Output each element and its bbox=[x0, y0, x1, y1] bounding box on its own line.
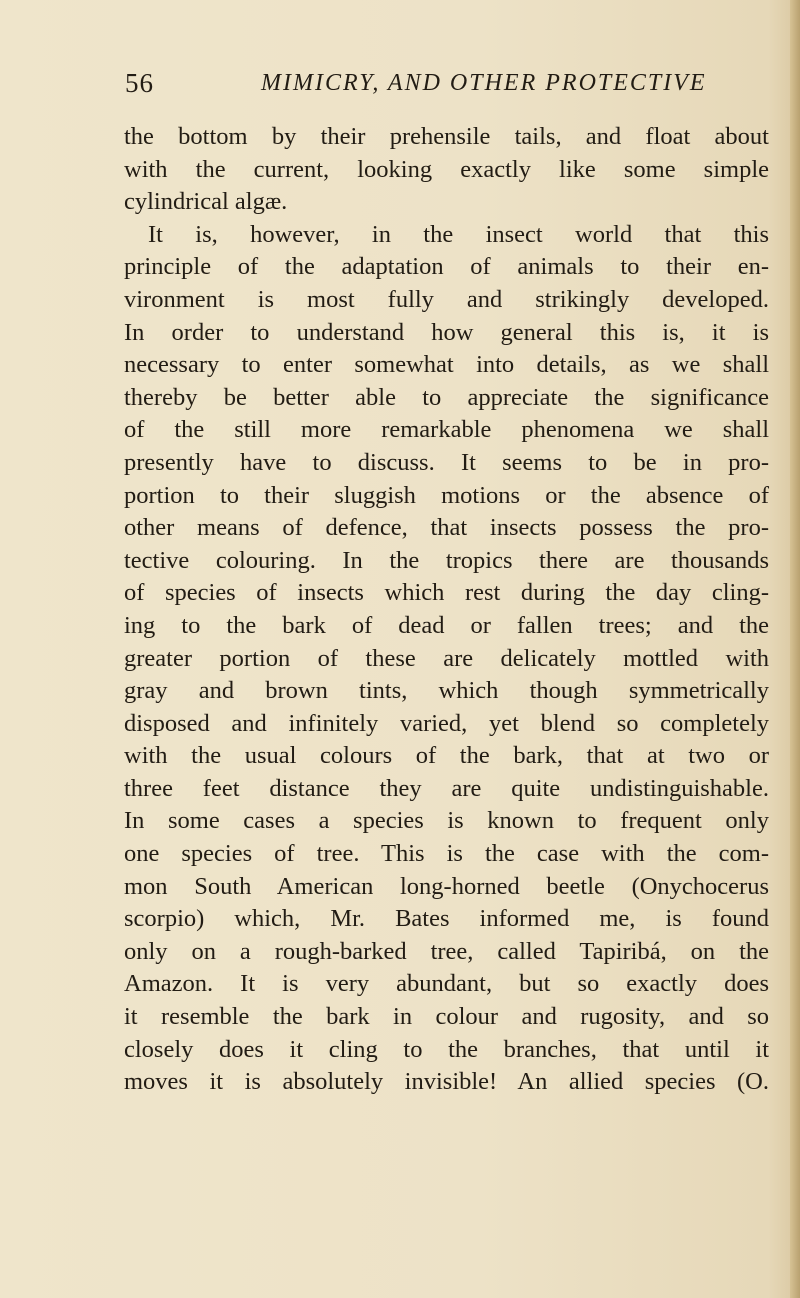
text-line: other means of defence, that insects possess the pro- bbox=[124, 514, 769, 542]
text-line: closely does it cling to the branches, that until it bbox=[124, 1035, 769, 1063]
text-line: only on a rough-barked tree, called Tapiribá, on the bbox=[124, 937, 769, 965]
text-line: In order to understand how general this is, it is bbox=[124, 318, 769, 346]
text-line: scorpio) which, Mr. Bates informed me, is found bbox=[124, 905, 769, 933]
body-text bbox=[124, 121, 769, 1099]
text-line: principle of the adaptation of animals to their en- bbox=[124, 253, 769, 281]
text-line: one species of tree. This is the case with the com- bbox=[124, 840, 769, 868]
text-line: with the current, looking exactly like some simple bbox=[124, 155, 769, 183]
text-line: vironment is most fully and strikingly developed. bbox=[124, 285, 769, 313]
text-line: ing to the bark of dead or fallen trees; and the bbox=[124, 611, 769, 639]
text-line: of the still more remarkable phenomena we shall bbox=[124, 416, 769, 444]
text-line: moves it is absolutely invisible! An allied species (O. bbox=[124, 1068, 769, 1096]
text-line: portion to their sluggish motions or the absence of bbox=[124, 481, 769, 509]
text-line: greater portion of these are delicately mottled with bbox=[124, 644, 769, 672]
page-number: 56 bbox=[125, 68, 154, 98]
running-title: MIMICRY, AND OTHER PROTECTIVE bbox=[261, 70, 707, 96]
text-line: tective colouring. In the tropics there are thousands bbox=[124, 546, 769, 574]
running-head bbox=[125, 68, 745, 108]
text-line: necessary to enter somewhat into details, as we shall bbox=[124, 351, 769, 379]
text-line: of species of insects which rest during the day cling- bbox=[124, 579, 769, 607]
page-edge bbox=[790, 0, 800, 1298]
text-line: cylindrical algæ. bbox=[124, 188, 288, 216]
text-line: thereby be better able to appreciate the significance bbox=[124, 383, 769, 411]
text-line: In some cases a species is known to frequent only bbox=[124, 807, 769, 835]
text-line: It is, however, in the insect world that this bbox=[148, 220, 769, 248]
text-line: three feet distance they are quite undistinguishable. bbox=[124, 774, 769, 802]
text-line: with the usual colours of the bark, that at two or bbox=[124, 742, 769, 770]
text-line: mon South American long-horned beetle (Onychocerus bbox=[124, 872, 769, 900]
text-line: gray and brown tints, which though symmetrically bbox=[124, 677, 769, 705]
text-line: it resemble the bark in colour and rugosity, and so bbox=[124, 1003, 769, 1031]
text-line: presently have to discuss. It seems to be in pro- bbox=[124, 448, 769, 476]
text-line: Amazon. It is very abundant, but so exactly does bbox=[124, 970, 769, 998]
text-line: disposed and infinitely varied, yet blend so completely bbox=[124, 709, 769, 737]
text-line: the bottom by their prehensile tails, and float about bbox=[124, 123, 769, 150]
